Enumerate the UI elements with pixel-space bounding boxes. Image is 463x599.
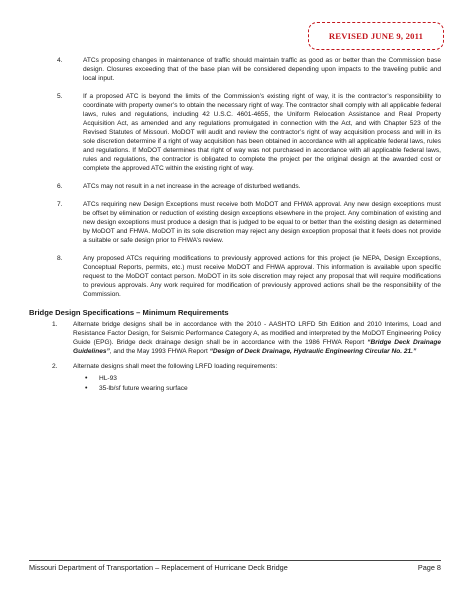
bullet-item (73, 384, 441, 394)
page-footer (29, 563, 441, 572)
item-text: ATCs requiring new Design Exceptions must receive both MoDOT and FHWA approval. Any new design exceptions must be offset by elimination or reduction of existing design exceptions elsewhere in the project. Any combination of existing and new design exceptions must produce a design that is judged to be equal to or better than the existing design as determined by MoDOT and FHWA. MoDOT in its sole discretion may reject any design exception proposal that it feels does not provide a suitable or safe design prior to FHWA’s review. (83, 201, 441, 244)
bullet-list (73, 374, 441, 394)
revision-stamp (308, 22, 444, 50)
bullet-text: 35-lb/sf future wearing surface (99, 385, 188, 392)
list-item (29, 56, 441, 83)
page-number: Page 8 (417, 563, 441, 572)
item-text-part: Alternate bridge designs shall be in accordance with the 2010 - AASHTO LRFD 5th Edition and 2010 Interims, Load and Resistance Factor Design, for Seismic Performance Category A, as modified and interpreted by the MoDOT Engineering Policy Guide (EPG). Bridge deck drainage design shall be in accordance with the 1986 FHWA Report (73, 321, 441, 346)
report-title: “Design of Deck Drainage, Hydraulic Engineering Circular No. 21.” (209, 348, 417, 355)
item-text: ATCs may not result in a net increase in the acreage of disturbed wetlands. (83, 183, 301, 190)
bullet-text: HL-93 (99, 375, 117, 382)
item-number: 6. (57, 183, 63, 190)
item-number: 1. (52, 321, 58, 328)
item-text: Alternate designs shall meet the following LRFD loading requirements: (73, 363, 278, 370)
item-number: 2. (52, 363, 58, 370)
item-text-part: , and the May 1993 FHWA Report (109, 348, 210, 355)
item-number: 7. (57, 201, 63, 208)
report-title: “Bridge Deck Drainage Guidelines” (73, 339, 441, 355)
item-text: If a proposed ATC is beyond the limits of the Commission’s existing right of way, it is the contractor’s responsibility to coordinate with property owner’s to obtain the necessary right of way. The contractor shall comply with all applicable federal laws, rules and regulations, including 42 U.S.C. 4601-4655, the Uniform Relocation Assistance and Real Property Acquisition Act, as amended and any regulations promulgated in connection with the Act, and with Chapter 523 of the Revised Statutes of Missouri. MoDOT will audit and review the contractor’s right of way acquisition process and will in its sole discretion determine if a right of way acquisition has been obtained in accordance with all applicable federal laws, rules and regulations. If MoDOT determines that right of way was not purchased in accordance with all applicable federal laws, rules and regulations, the contractor is obligated to complete the project per the original design at the awarded cost or complete the approved ATC within the existing right of way. (83, 93, 441, 172)
list-item (29, 182, 441, 191)
list-item (29, 254, 441, 299)
bullet-item (73, 374, 441, 384)
item-text: ATCs proposing changes in maintenance of traffic should maintain traffic as good as or better than the Commission base design. Closures exceeding that of the base plan will be considered depending upon impacts to the traveling public and local input. (83, 57, 441, 82)
footer-divider (29, 560, 441, 561)
footer-title: Missouri Department of Transportation – Replacement of Hurricane Deck Bridge (29, 563, 288, 572)
item-number: 5. (57, 93, 63, 100)
list-item (29, 320, 441, 356)
list-item (29, 200, 441, 245)
item-text (73, 320, 441, 356)
section-heading: Bridge Design Specifications – Minimum Requirements (29, 308, 229, 317)
item-number: 4. (57, 57, 63, 64)
item-number: 8. (57, 255, 63, 262)
bullet-icon: • (85, 375, 88, 382)
document-body (29, 56, 441, 400)
list-item (29, 362, 441, 394)
revision-stamp-text: REVISED JUNE 9, 2011 (328, 31, 424, 41)
item-text: Any proposed ATCs requiring modifications to previously approved actions for this project (ie NEPA, Design Exceptions, Conceptual Reports, permits, etc.) must receive MoDOT and FHWA approval. This information is available upon specific request to the MoDOT contact person. MoDOT in its sole discretion may reject any proposal that will require modifications to previous approvals. Any work required for modification of previously approved actions shall be the responsibility of the Commission. (83, 255, 441, 298)
bullet-icon: • (85, 385, 88, 392)
list-item (29, 92, 441, 173)
